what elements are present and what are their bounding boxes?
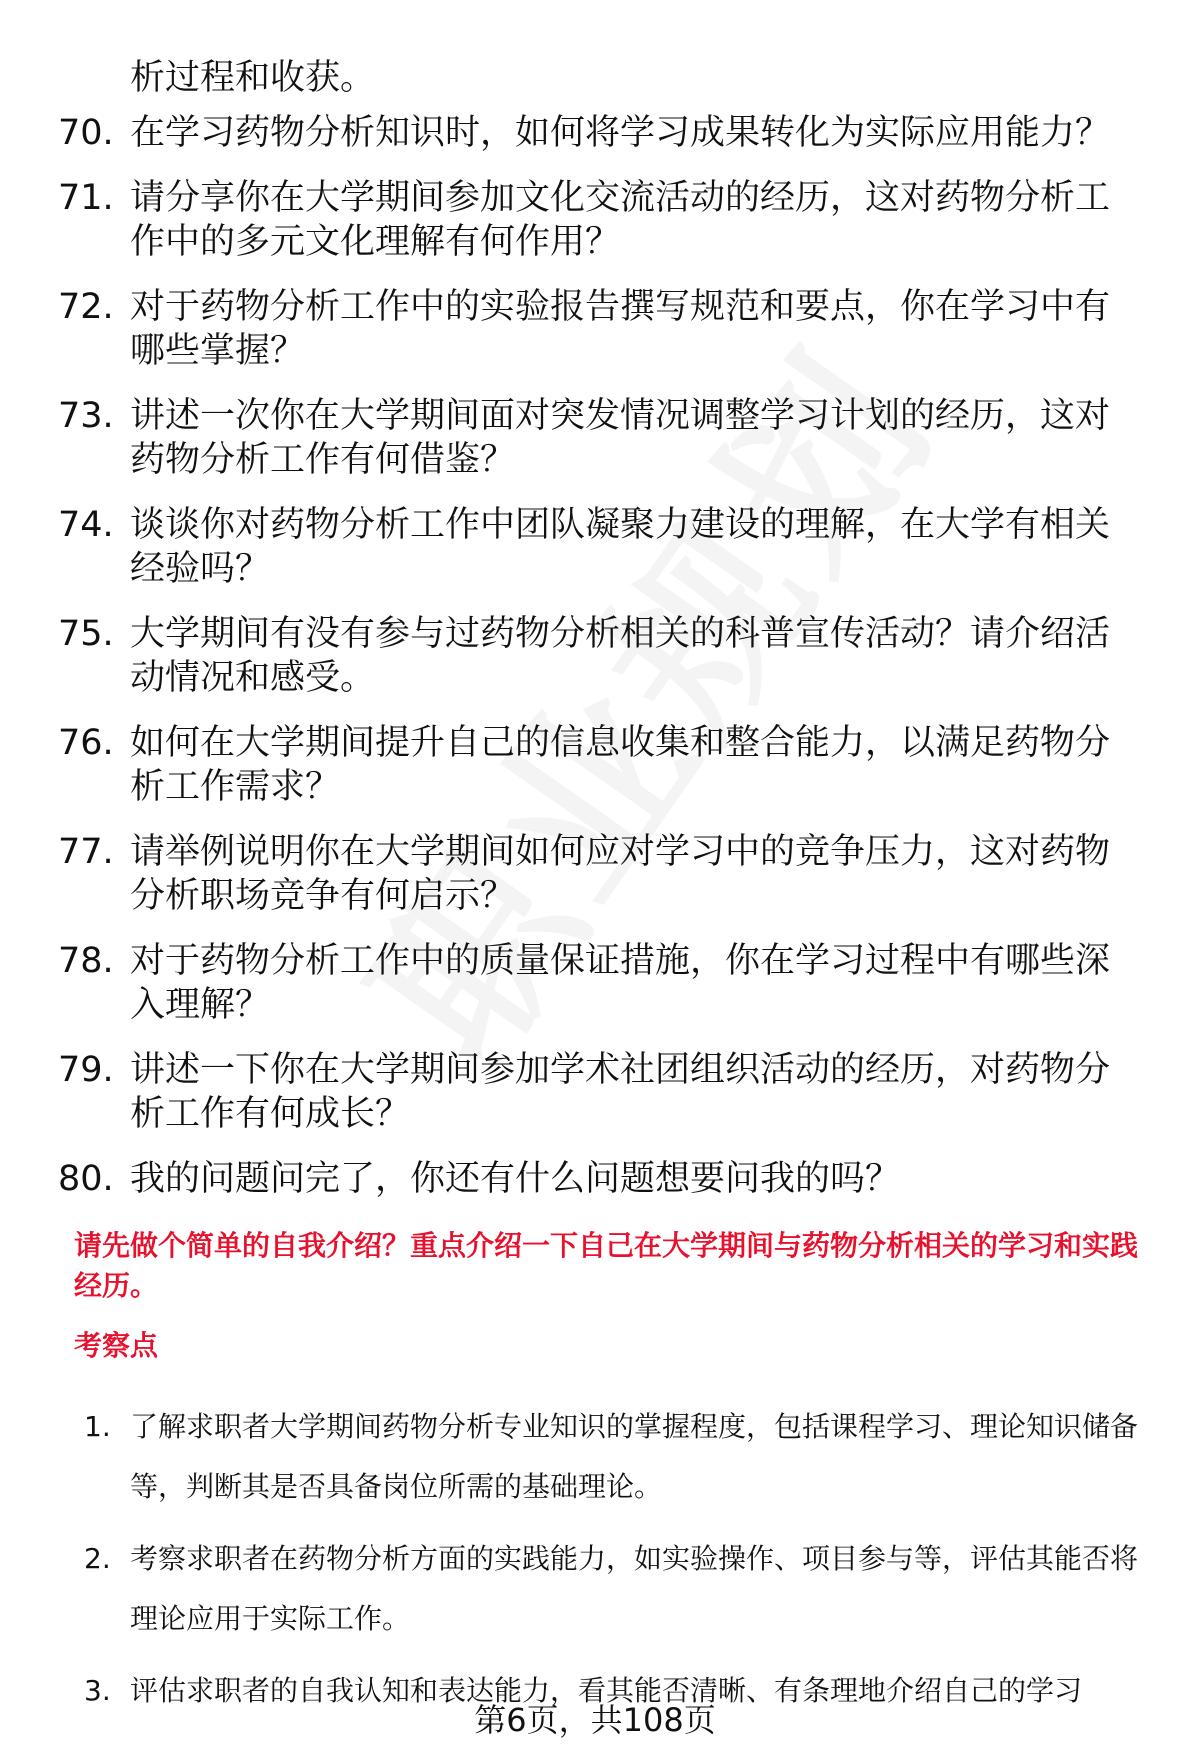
point-number: 1. <box>84 1410 111 1443</box>
points-title: 考察点 <box>74 1329 159 1362</box>
question-text: 请举例说明你在大学期间如何应对学习中的竞争压力，这对药物分析职场竞争有何启示？ <box>130 832 1111 916</box>
highlight-question: 请先做个简单的自我介绍？重点介绍一下自己在大学期间与药物分析相关的学习和实践经历。 <box>74 1229 1139 1302</box>
question-number: 72. <box>58 287 114 327</box>
question-item <box>58 1048 1138 1136</box>
question-text: 对于药物分析工作中的实验报告撰写规范和要点，你在学习中有哪些掌握？ <box>130 287 1111 371</box>
question-item <box>58 503 1138 591</box>
question-number: 75. <box>58 614 114 654</box>
question-text: 讲述一下你在大学期间参加学术社团组织活动的经历，对药物分析工作有何成长？ <box>130 1050 1111 1134</box>
point-text: 考察求职者在药物分析方面的实践能力，如实验操作、项目参与等，评估其能否将理论应用于实际工作。 <box>130 1542 1139 1635</box>
question-item <box>58 111 1138 155</box>
point-number: 2. <box>84 1542 111 1575</box>
question-text: 对于药物分析工作中的质量保证措施，你在学习过程中有哪些深入理解？ <box>130 941 1111 1025</box>
point-text: 评估求职者的自我认知和表达能力，看其能否清晰、有条理地介绍自己的学习 <box>130 1674 1083 1707</box>
question-number: 71. <box>58 178 114 218</box>
question-item <box>58 1157 1138 1201</box>
point-item <box>84 1397 1164 1517</box>
question-text: 我的问题问完了，你还有什么问题想要问我的吗？ <box>130 1159 901 1199</box>
question-number: 80. <box>58 1159 114 1199</box>
point-number: 3. <box>84 1674 111 1707</box>
question-number: 77. <box>58 832 114 872</box>
question-text: 请分享你在大学期间参加文化交流活动的经历，这对药物分析工作中的多元文化理解有何作用？ <box>130 178 1111 262</box>
point-item <box>84 1529 1164 1649</box>
continuation-text: 析过程和收获。 <box>130 58 376 98</box>
question-number: 74. <box>58 505 114 545</box>
question-text: 讲述一次你在大学期间面对突发情况调整学习计划的经历，这对药物分析工作有何借鉴？ <box>130 396 1111 480</box>
question-text: 在学习药物分析知识时，如何将学习成果转化为实际应用能力？ <box>130 113 1111 153</box>
question-text: 如何在大学期间提升自己的信息收集和整合能力，以满足药物分析工作需求？ <box>130 723 1111 807</box>
question-item <box>58 394 1138 482</box>
question-item <box>58 285 1138 373</box>
question-item <box>58 939 1138 1027</box>
page-footer: 第6页，共108页 <box>474 1701 716 1739</box>
question-number: 73. <box>58 396 114 436</box>
question-item <box>58 612 1138 700</box>
question-item <box>58 830 1138 918</box>
question-text: 谈谈你对药物分析工作中团队凝聚力建设的理解，在大学有相关经验吗？ <box>130 505 1111 589</box>
question-number: 70. <box>58 113 114 153</box>
point-text: 了解求职者大学期间药物分析专业知识的掌握程度，包括课程学习、理论知识储备等，判断其是否具备岗位所需的基础理论。 <box>130 1410 1139 1503</box>
question-number: 78. <box>58 941 114 981</box>
question-item <box>58 721 1138 809</box>
question-text: 大学期间有没有参与过药物分析相关的科普宣传活动？请介绍活动情况和感受。 <box>130 614 1111 698</box>
question-number: 76. <box>58 723 114 763</box>
question-number: 79. <box>58 1050 114 1090</box>
question-item <box>58 176 1138 264</box>
points-list <box>84 1397 1164 1733</box>
question-list <box>58 111 1138 1222</box>
